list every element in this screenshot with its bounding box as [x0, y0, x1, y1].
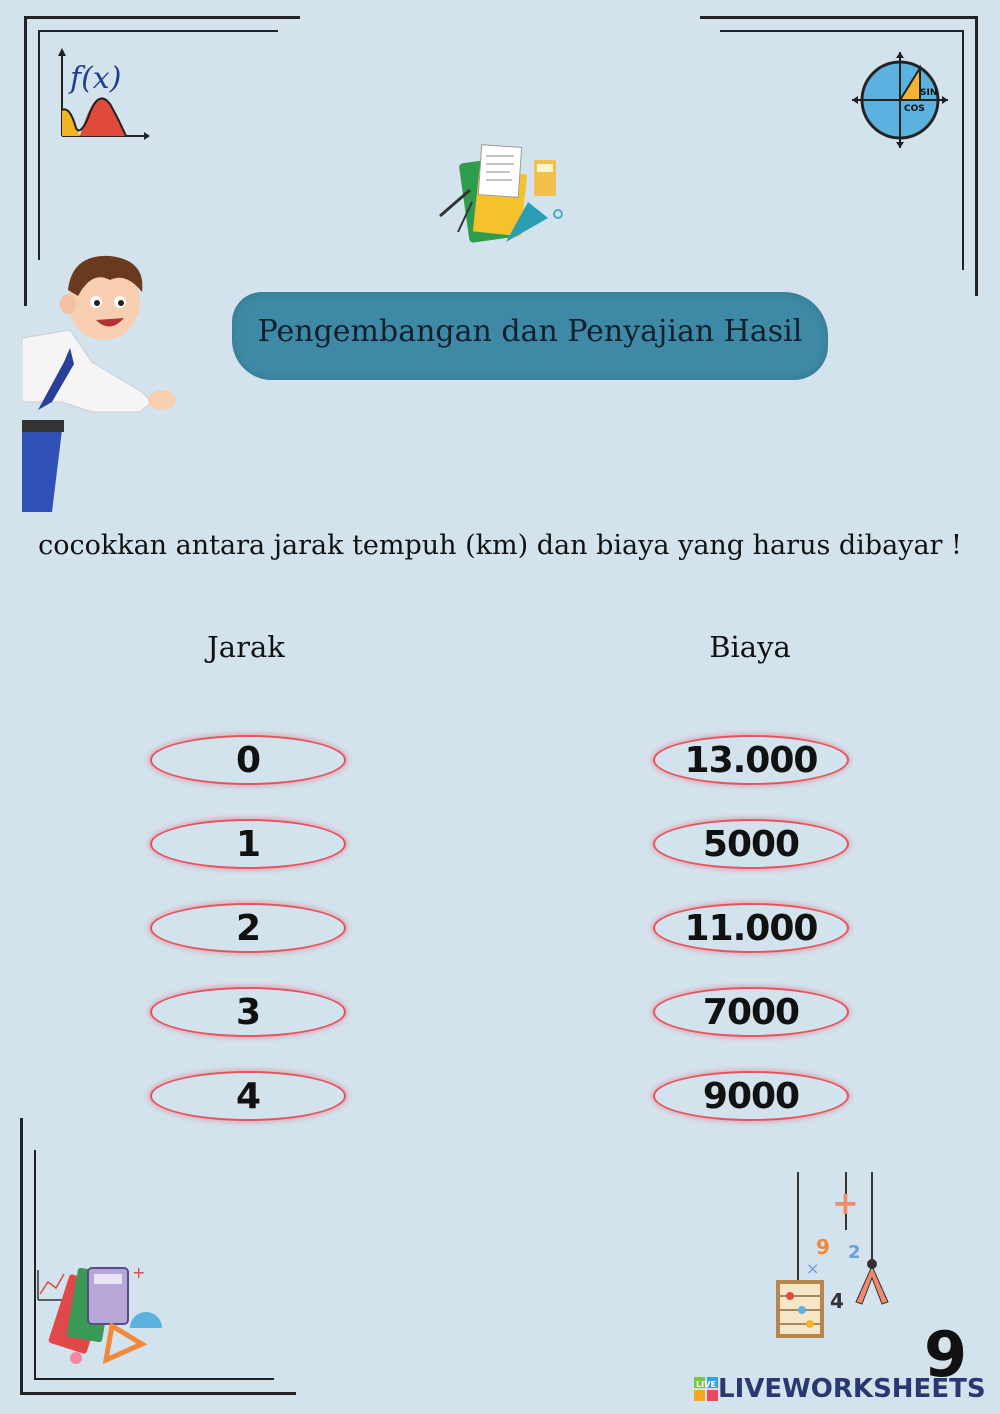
biaya-option[interactable]: 7000 — [653, 987, 849, 1037]
svg-text:+: + — [832, 1184, 859, 1222]
function-graph-icon — [54, 48, 150, 144]
page-number: 9 — [924, 1318, 968, 1391]
frame-line — [34, 1378, 274, 1380]
jarak-option[interactable]: 1 — [150, 819, 346, 869]
frame-line — [720, 30, 964, 32]
sin-label: SIN — [920, 88, 938, 98]
biaya-option[interactable]: 11.000 — [653, 903, 849, 953]
cos-label: COS — [904, 104, 925, 114]
jarak-option[interactable]: 4 — [150, 1071, 346, 1121]
fx-label: f(x) — [70, 61, 122, 96]
unit-circle-icon — [850, 50, 950, 150]
number-two: 2 — [848, 1242, 861, 1263]
jarak-option[interactable]: 0 — [150, 735, 346, 785]
frame-line — [38, 30, 40, 260]
frame-line — [24, 16, 300, 19]
jarak-option[interactable]: 3 — [150, 987, 346, 1037]
frame-line — [20, 1392, 296, 1395]
instruction-text: cocokkan antara jarak tempuh (km) dan biaya yang harus dibayar ! — [38, 530, 962, 561]
liveworksheets-logo-icon — [694, 1377, 718, 1401]
number-four: 4 — [830, 1289, 844, 1313]
liveworksheets-label: LIVEWORKSHEETS — [718, 1374, 986, 1404]
math-symbols-icon — [772, 1170, 896, 1340]
books-calculator-icon — [36, 1260, 166, 1370]
number-nine: 9 — [816, 1235, 830, 1259]
frame-line — [700, 16, 978, 19]
biaya-option[interactable]: 9000 — [653, 1071, 849, 1121]
biaya-option[interactable]: 13.000 — [653, 735, 849, 785]
jarak-option[interactable]: 2 — [150, 903, 346, 953]
svg-text:×: × — [806, 1259, 820, 1278]
page-title: Pengembangan dan Penyajian Hasil — [257, 314, 803, 349]
biaya-option[interactable]: 5000 — [653, 819, 849, 869]
frame-line — [20, 1118, 23, 1394]
column-header-biaya: Biaya — [709, 630, 791, 664]
frame-line — [38, 30, 278, 32]
frame-line — [962, 30, 964, 270]
column-header-jarak: Jarak — [207, 630, 285, 664]
svg-text:+: + — [132, 1263, 146, 1282]
boy-character-illustration — [22, 252, 182, 512]
liveworksheets-logo-text: LIVE — [696, 1380, 716, 1389]
frame-line — [975, 16, 978, 296]
liveworksheets-brand[interactable] — [694, 1374, 986, 1404]
notebook-stationery-icon — [436, 142, 566, 254]
